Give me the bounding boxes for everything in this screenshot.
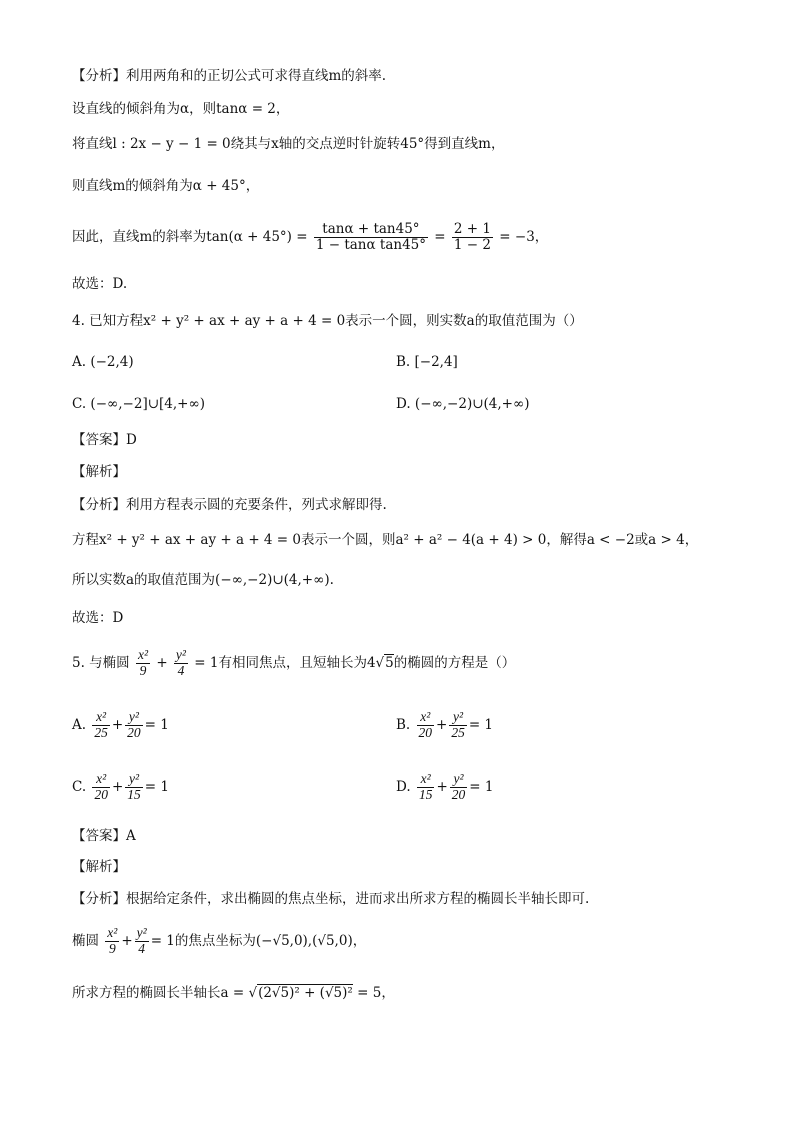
q5-q-frac1-num: x² <box>137 647 149 662</box>
q5-q-frac2-num: y² <box>175 647 186 662</box>
q3-line4 <box>72 222 548 253</box>
q5-option-a-frac1 <box>92 710 110 741</box>
q4-line2: 所以实数a的取值范围为(−∞,−2)∪(4,+∞). <box>72 572 334 588</box>
q4-choice: 故选：D <box>72 610 124 626</box>
q5-option-b-label: B. <box>396 716 411 733</box>
q3-frac2-denominator: 1 − 2 <box>453 236 491 253</box>
q5-q-frac1-den: 9 <box>139 662 147 678</box>
q5-q-plus: + <box>156 654 168 671</box>
q4-question: 4. 已知方程x² + y² + ax + ay + a + 4 = 0表示一个圆，则实数a的取值范围为（） <box>72 313 583 329</box>
q4-option-a: A. (−2,4) <box>72 354 134 370</box>
q5-l1-d2: 4 <box>138 940 146 956</box>
q5-a-d1: 25 <box>94 724 108 740</box>
q4-option-d: D. (−∞,−2)∪(4,+∞) <box>396 396 530 412</box>
q3-frac1-numerator: tanα + tan45° <box>314 222 428 238</box>
q5-question-root-symbol: √ <box>375 654 385 671</box>
q3-fraction-2 <box>452 222 493 253</box>
q5-option-b-frac1 <box>417 710 435 741</box>
q5-b-d2: 25 <box>451 724 465 740</box>
q5-line2-sqrt: (2√5)² + (√5)² <box>258 985 353 1001</box>
q5-option-a-frac2 <box>125 710 143 741</box>
q5-option-a-label: A. <box>72 716 87 733</box>
q3-line4-prefix: 因此，直线m的斜率为tan(α + 45°) = <box>72 228 308 245</box>
q5-d-n1: x² <box>417 772 435 788</box>
q5-line2-root-symbol: √ <box>248 985 258 1001</box>
q5-option-d-frac2 <box>450 772 468 803</box>
q5-l1-d1: 9 <box>108 940 116 956</box>
q5-c-d1: 20 <box>94 786 108 802</box>
q4-option-c: C. (−∞,−2]∪[4,+∞) <box>72 396 205 412</box>
q5-option-a: A. $\frac{\text{x²}}{25}$ + $\frac{\text{y²}}{20}$ = 1 <box>72 709 169 740</box>
q3-frac1-denominator: 1 − tanα tan45° <box>315 236 426 253</box>
q3-line4-suffix: = −3， <box>499 228 549 245</box>
q5-line1: 椭圆 $\frac{\text{x²}}{9}$ + $\frac{\text{y²}}{4}$ = 1的焦点坐标为(−√5,0),(√5,0)， <box>72 925 367 956</box>
q5-question-sqrt: 5 <box>385 654 394 671</box>
q5-answer: 【答案】A <box>72 828 136 844</box>
q5-l1-n2: y² <box>136 925 147 940</box>
q5-d-d1: 15 <box>418 786 433 802</box>
q5-q-frac2-den: 4 <box>177 662 185 678</box>
q5-question-suffix-a: = 1有相同焦点，且短轴长为4 <box>194 654 376 671</box>
q5-b-n1: x² <box>417 710 435 726</box>
q5-l1-n1: x² <box>107 925 118 940</box>
q5-option-b-frac2 <box>449 710 467 741</box>
q5-b-d1: 20 <box>418 724 433 740</box>
q5-line2-prefix: 所求方程的椭圆长半轴长a = <box>72 985 245 1001</box>
q5-c-tail: = 1 <box>144 778 169 795</box>
q5-option-d-label: D. <box>396 778 411 795</box>
q3-equals: = <box>434 228 446 245</box>
q5-c-d2: 15 <box>127 786 141 802</box>
q4-line1: 方程x² + y² + ax + ay + a + 4 = 0表示一个圆，则a² + a² − 4(a + 4) > 0，解得a < −2或a > 4， <box>72 532 699 548</box>
q5-question-prefix: 5. 与椭圆 <box>72 654 130 671</box>
q5-line2-suffix: = 5， <box>357 985 395 1001</box>
q5-d-n2: y² <box>450 772 468 788</box>
q3-frac2-numerator: 2 + 1 <box>453 221 491 237</box>
q5-a-tail: = 1 <box>144 716 169 733</box>
q5-b-tail: = 1 <box>468 716 494 733</box>
q5-question <box>72 648 515 679</box>
q5-option-d: D. $\frac{\text{x²}}{15}$ + $\frac{\text{y²}}{20}$ = 1 <box>396 771 494 802</box>
q5-option-c: C. $\frac{\text{x²}}{20}$ + $\frac{\text{y²}}{15}$ = 1 <box>72 771 169 802</box>
q5-b-n2: y² <box>449 710 467 726</box>
q5-c-n1: x² <box>92 772 110 788</box>
q5-q-fraction-2 <box>174 648 188 679</box>
q5-option-c-frac2 <box>125 772 143 803</box>
q4-jiexi: 【解析】 <box>72 464 126 480</box>
q3-analysis: 【分析】利用两角和的正切公式可求得直线m的斜率. <box>72 68 387 84</box>
q5-c-n2: y² <box>125 772 143 788</box>
q5-option-c-label: C. <box>72 778 87 795</box>
q5-question-suffix-b: 的椭圆的方程是（） <box>393 654 516 671</box>
q5-option-b: B. $\frac{\text{x²}}{20}$ + $\frac{\text{y²}}{25}$ = 1 <box>396 709 494 740</box>
q5-a-d2: 20 <box>127 724 141 740</box>
q5-jiexi: 【解析】 <box>72 859 126 875</box>
q4-answer: 【答案】D <box>72 432 137 448</box>
q5-q-fraction-1 <box>136 648 150 679</box>
q5-line1-frac2 <box>135 926 149 957</box>
q5-line1-suffix: = 1的焦点坐标为(−√5,0),(√5,0)， <box>150 932 367 949</box>
q5-a-n2: y² <box>125 710 143 726</box>
q5-line2 <box>72 985 395 1002</box>
q3-line3: 则直线m的倾斜角为α + 45°， <box>72 178 260 194</box>
q5-d-d2: 20 <box>451 786 466 802</box>
q5-d-tail: = 1 <box>469 778 494 795</box>
q3-fraction-1 <box>314 222 428 253</box>
q3-choice: 故选：D. <box>72 276 128 292</box>
q5-option-c-frac1 <box>92 772 110 803</box>
q5-a-n1: x² <box>92 710 110 726</box>
q5-line1-frac1 <box>105 926 119 957</box>
q4-analysis: 【分析】利用方程表示圆的充要条件，列式求解即得. <box>72 497 387 513</box>
q5-analysis: 【分析】根据给定条件，求出椭圆的焦点坐标，进而求出所求方程的椭圆长半轴长即可. <box>72 891 590 907</box>
q5-line1-prefix: 椭圆 <box>72 932 99 949</box>
q3-line1: 设直线的倾斜角为α，则tanα = 2， <box>72 101 290 117</box>
q3-line2: 将直线l : 2x − y − 1 = 0绕其与x轴的交点逆时针旋转45°得到直线m， <box>72 136 505 152</box>
q4-option-b: B. [−2,4] <box>396 354 458 370</box>
q5-option-d-frac1 <box>417 772 435 803</box>
